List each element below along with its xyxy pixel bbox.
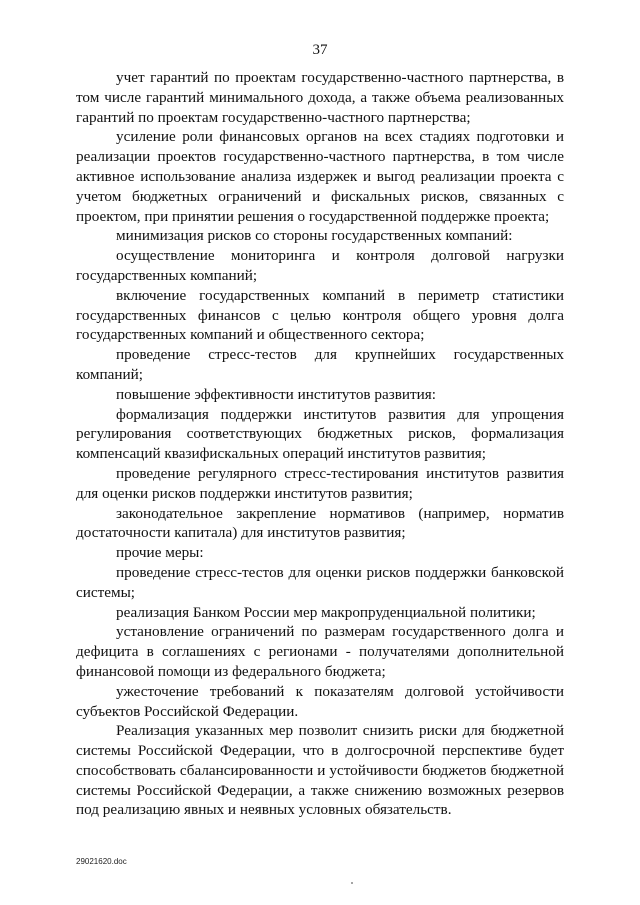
- paragraph: осуществление мониторинга и контроля долговой нагрузки государственных компаний;: [76, 247, 564, 284]
- paragraph: прочие меры:: [116, 544, 204, 562]
- paragraph: проведение регулярного стресс-тестирования институтов развития для оценки рисков поддержки институтов развития;: [76, 464, 564, 502]
- paragraph: формализация поддержки институтов развития для упрощения регулирования соответствующих бюджетных рисков, формализация компенсаций квазифискальных операций институтов развития;: [76, 405, 564, 463]
- paragraph: усиление роли финансовых органов на всех стадиях подготовки и реализации проектов государственно-частного партнерства, в том числе активное использование анализа издержек и выгод реализации проекта с учетом бюджетных ограничений и фискальных рисков, связанных с проектом, при принятии решения о государственной поддержке проекта;: [76, 128, 564, 225]
- page-number: 37: [312, 42, 328, 58]
- document-body: [76, 68, 564, 820]
- scan-speck: [351, 882, 353, 884]
- paragraph: ужесточение требований к показателям долговой устойчивости субъектов Российской Федерации.: [76, 682, 564, 720]
- paragraph: включение государственных компаний в периметр статистики государственных финансов с целью контроля общего уровня долга государственных компаний и общественного сектора;: [76, 286, 564, 344]
- paragraph: минимизация рисков со стороны государственных компаний:: [116, 227, 513, 245]
- paragraph: повышение эффективности институтов развития:: [116, 385, 436, 403]
- paragraph: установление ограничений по размерам государственного долга и дефицита в соглашениях с регионами - получателями дополнительной финансовой помощи из федерального бюджета;: [76, 623, 564, 680]
- file-name-footer: 29021620.doc: [76, 857, 127, 866]
- paragraph: учет гарантий по проектам государственно-частного партнерства, в том числе гарантий минимального дохода, а также объема реализованных гарантий по проектам государственно-частного партнерства;: [76, 69, 564, 126]
- paragraph: Реализация указанных мер позволит снизить риски для бюджетной системы Российской Федерации, что в долгосрочной перспективе будет способствовать сбалансированности и устойчивости бюджетов бюджетной системы Российской Федерации, а также снижению возможных резервов под реализацию явных и неявных условных обязательств.: [76, 722, 564, 819]
- paragraph: реализация Банком России мер макропруденциальной политики;: [116, 603, 536, 621]
- paragraph: проведение стресс-тестов для крупнейших государственных компаний;: [76, 346, 564, 383]
- paragraph: законодательное закрепление нормативов (например, норматив достаточности капитала) для институтов развития;: [76, 504, 564, 542]
- paragraph: проведение стресс-тестов для оценки рисков поддержки банковской системы;: [76, 563, 564, 601]
